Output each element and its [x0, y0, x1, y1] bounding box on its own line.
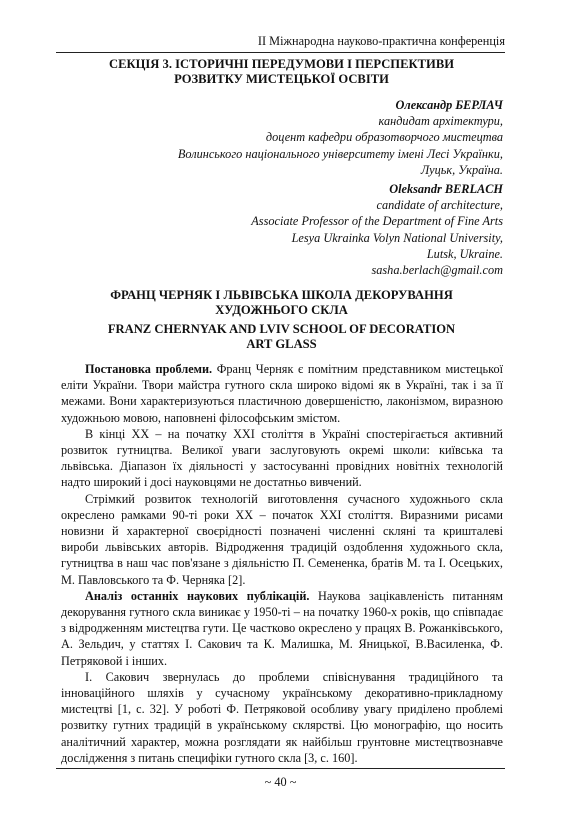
author-email: sasha.berlach@gmail.com: [371, 263, 503, 278]
author-location: Lutsk, Ukraine.: [426, 246, 503, 261]
article-title-line: FRANZ CHERNYAK AND LVIV SCHOOL OF DECORATION: [107, 322, 456, 336]
paragraph-text: Наукова зацікавленість питанням декорування гутного скла виникає у 1950-ті – на початку 1960-х років, що співпадає з відродженням мистецтва гути. Це частково окреслено у працях В. Рожанківського, А. Зельдич, у статтях І. Сакович та К. Малишка, М. Яницької, В.Василенка, Ф. Петряковой і інших.: [61, 588, 503, 668]
author-name: Oleksandr BERLACH: [389, 182, 503, 196]
author-affiliation: Волинського національного університету імені Лесі Українки,: [177, 146, 503, 161]
author-degree: candidate of architecture,: [376, 198, 503, 213]
paragraph: І. Сакович звернулась до проблеми співіснування традиційного та інноваційного шляхів у сучасному українському декоративно-прикладному мистецтві [1, с. 32]. У роботі Ф. Петряковой особливу увагу приділено проблемі розвитку гутних традицій в українському склярстві. Цю монографію, що носить аналітичний характер, можна розглядати як найбільш грунтовне мистецтвознавче дослідження з питань специфіки гутного скла [3, с. 160].: [61, 669, 503, 765]
paragraph: В кінці ХХ – на початку ХХІ століття в Україні спостерігається активний розвиток гутництва. Великої уваги заслуговують окремі школи: київська та львівська. Діапазон їх діяльності у застосуванні провідних новітніх технологій надто широкий і досі науковцями не достатньо вивчений.: [61, 426, 503, 490]
section-title-line: СЕКЦІЯ 3. ІСТОРИЧНІ ПЕРЕДУМОВИ І ПЕРСПЕКТИВИ: [108, 57, 455, 71]
article-title-line: ART GLASS: [246, 337, 317, 351]
footer-rule: [56, 768, 505, 769]
article-title-english: [60, 322, 503, 352]
paragraph-lead-heading: Постановка проблеми.: [85, 362, 213, 376]
author-block-english: [60, 181, 503, 278]
article-title-ukrainian: [60, 288, 503, 318]
paragraph-lead-heading: Аналіз останніх наукових публікацій.: [85, 588, 310, 603]
section-title: [60, 57, 503, 87]
author-location: Луцьк, Україна.: [420, 162, 503, 177]
paragraph-text: Франц Черняк є помітним представником мистецької еліти України. Твори майстра гутного скла широко відомі як в Україні, так і за її межами. Вони характеризуються пластичною довершеністю, лаконізмом, виразною художньою мовою, наповнені філософським змістом.: [61, 362, 503, 425]
author-name: Олександр БЕРЛАЧ: [395, 98, 503, 112]
paragraph-literature-review: [61, 588, 503, 669]
author-affiliation: Lesya Ukrainka Volyn National University,: [291, 230, 503, 245]
paragraph-problem-statement: [61, 361, 503, 426]
paragraph: Стрімкий розвиток технологій виготовлення сучасного художнього скла окреслено рамками 90-ті роки ХХ – початок ХХІ століття. Виразними рисами новизни й характерної своєрідності позначені численні скляні та кришталеві вироби львівських авторів. Відродження традицій оздоблення художнього скла, гутництва в наш час пов'язане з діяльністю П. Семененка, братів М. та І. Осецьких, М. Павловського та Ф. Черняка [2].: [61, 491, 503, 587]
author-position: доцент кафедри образотворчого мистецтва: [265, 130, 503, 145]
author-position: Associate Professor of the Department of Fine Arts: [251, 214, 503, 229]
page-number: ~ 40 ~: [264, 775, 297, 789]
article-title-line: ХУДОЖНЬОГО СКЛА: [215, 303, 348, 317]
running-header: II Міжнародна науково-практична конференція: [257, 34, 505, 48]
author-block-ukrainian: [60, 97, 503, 178]
article-body: [61, 361, 503, 766]
author-degree: кандидат архітектури,: [378, 114, 503, 129]
article-title-line: ФРАНЦ ЧЕРНЯК І ЛЬВІВСЬКА ШКОЛА ДЕКОРУВАННЯ: [110, 288, 453, 302]
header-rule: [56, 52, 505, 53]
section-title-line: РОЗВИТКУ МИСТЕЦЬКОЇ ОСВІТИ: [174, 72, 389, 86]
